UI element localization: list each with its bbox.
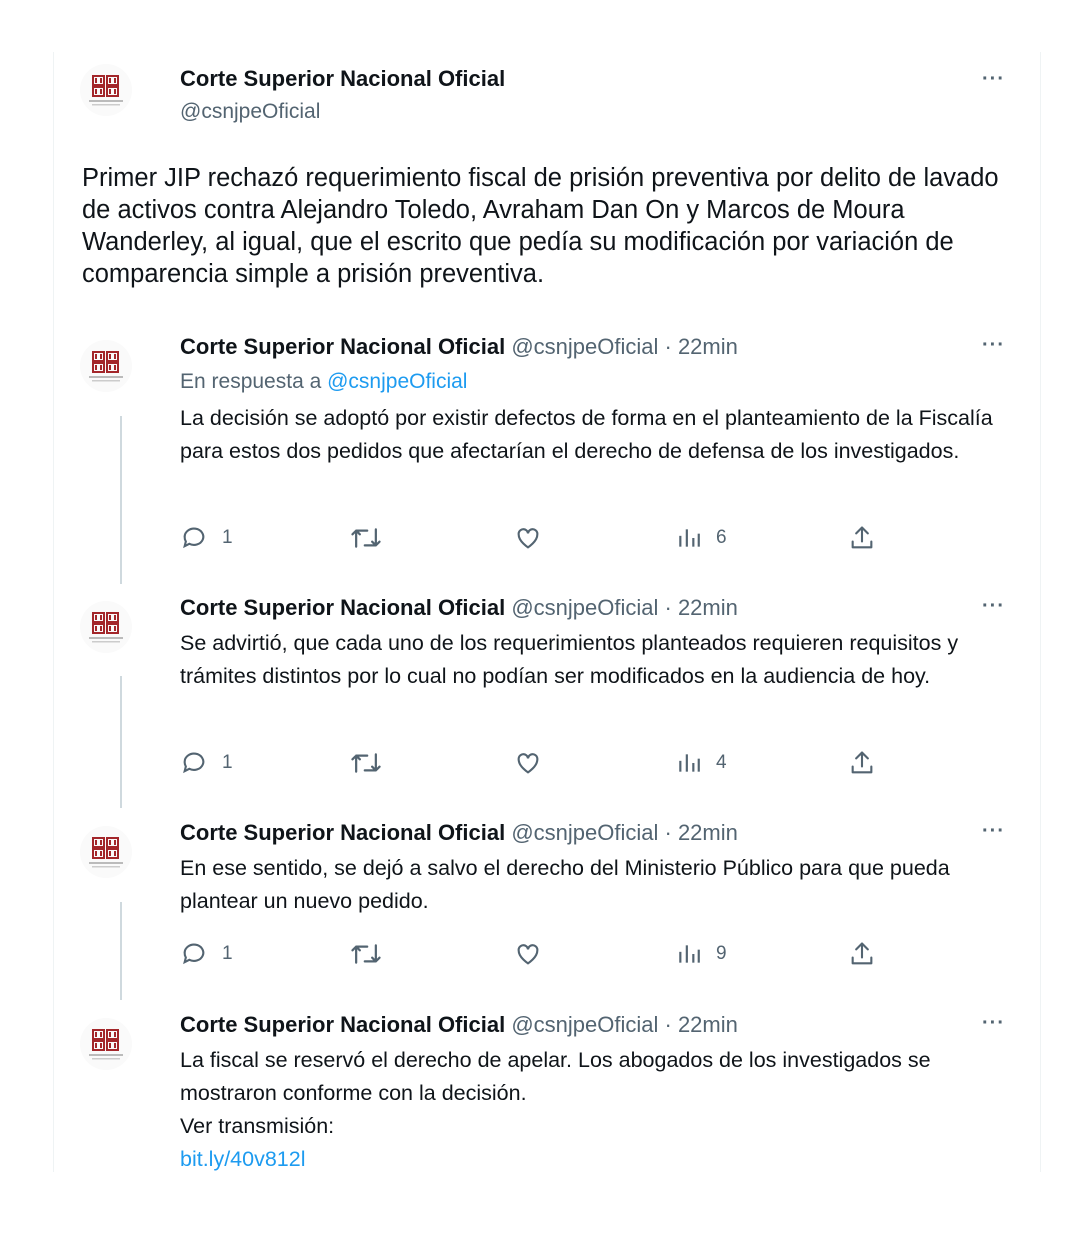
- court-logo-icon: [93, 352, 118, 372]
- more-icon[interactable]: ···: [982, 334, 1005, 356]
- action-bar: [180, 940, 900, 970]
- like-button[interactable]: [514, 524, 542, 552]
- avatar[interactable]: [80, 601, 132, 653]
- reply-count: 1: [222, 752, 233, 773]
- account-handle[interactable]: @csnjpeOficial: [511, 334, 659, 359]
- share-button[interactable]: [848, 940, 876, 968]
- account-handle[interactable]: @csnjpeOficial: [511, 595, 659, 620]
- views-button[interactable]: [676, 749, 727, 777]
- reply-icon: [180, 524, 208, 552]
- account-name[interactable]: Corte Superior Nacional Oficial: [180, 66, 506, 91]
- main-tweet-text: Primer JIP rechazó requerimiento fiscal de prisión preventiva por delito de lavado de activos contra Alejandro Toledo, Avraham Dan On y Marcos de Moura Wanderley, al igual, que el escrito que pedía su modificación por variación de comparencia simple a prisión preventiva.: [82, 164, 999, 288]
- reply-count: 1: [222, 943, 233, 964]
- thread-line: [120, 902, 122, 1000]
- replying-prefix: En respuesta a: [180, 370, 322, 393]
- replying-to-link[interactable]: @csnjpeOficial: [327, 370, 468, 393]
- account-handle[interactable]: @csnjpeOficial: [511, 1012, 659, 1037]
- retweet-button[interactable]: [350, 940, 382, 968]
- avatar[interactable]: [80, 340, 132, 392]
- views-button[interactable]: [676, 524, 727, 552]
- transmission-link[interactable]: bit.ly/40v812l: [180, 1147, 306, 1171]
- reply-text: En ese sentido, se dejó a salvo el derecho del Ministerio Público para que pueda plantear un nuevo pedido.: [180, 856, 950, 913]
- reply-header: [180, 334, 738, 360]
- more-icon[interactable]: ···: [982, 1012, 1005, 1034]
- account-name[interactable]: Corte Superior Nacional Oficial: [180, 334, 506, 359]
- views-icon: [676, 940, 702, 968]
- reply-header: [180, 820, 738, 846]
- timestamp[interactable]: · 22min: [664, 1012, 738, 1037]
- account-handle[interactable]: @csnjpeOficial: [180, 100, 321, 123]
- replying-to: [180, 370, 467, 394]
- more-icon[interactable]: ···: [982, 68, 1005, 90]
- heart-icon: [514, 940, 542, 968]
- reply-count: 1: [222, 527, 233, 548]
- heart-icon: [514, 524, 542, 552]
- heart-icon: [514, 749, 542, 777]
- timestamp[interactable]: · 22min: [664, 334, 738, 359]
- reply-button[interactable]: [180, 940, 233, 968]
- avatar[interactable]: [80, 64, 132, 116]
- reply-text: Se advirtió, que cada uno de los requerimientos planteados requieren requisitos y trámites distintos por lo cual no podían ser modificados en la audiencia de hoy.: [180, 631, 959, 688]
- account-handle[interactable]: @csnjpeOficial: [511, 820, 659, 845]
- views-button[interactable]: [676, 940, 727, 968]
- retweet-icon: [350, 749, 382, 777]
- thread-line: [120, 416, 122, 584]
- account-name[interactable]: Corte Superior Nacional Oficial: [180, 1012, 506, 1037]
- views-icon: [676, 524, 702, 552]
- reply-text: La decisión se adoptó por existir defectos de forma en el planteamiento de la Fiscalía para estos dos pedidos que afectarían el derecho de defensa de los investigados.: [180, 406, 993, 463]
- share-icon: [848, 524, 876, 552]
- reply-icon: [180, 940, 208, 968]
- main-tweet-header: [180, 66, 505, 124]
- like-button[interactable]: [514, 940, 542, 968]
- reply-header: [180, 1012, 738, 1038]
- share-icon: [848, 940, 876, 968]
- reply-button[interactable]: [180, 524, 233, 552]
- more-icon[interactable]: ···: [982, 595, 1005, 617]
- retweet-icon: [350, 524, 382, 552]
- reply-text-block: [180, 1044, 1015, 1176]
- account-name[interactable]: Corte Superior Nacional Oficial: [180, 820, 506, 845]
- court-logo-icon: [93, 76, 118, 96]
- share-button[interactable]: [848, 749, 876, 777]
- thread-line: [120, 676, 122, 808]
- court-logo-icon: [93, 613, 118, 633]
- reply-text: La fiscal se reservó el derecho de apelar. Los abogados de los investigados se mostraron conforme con la decisión.: [180, 1048, 931, 1105]
- reply-header: [180, 595, 738, 621]
- share-icon: [848, 749, 876, 777]
- court-logo-icon: [93, 1030, 118, 1050]
- action-bar: [180, 749, 900, 779]
- views-icon: [676, 749, 702, 777]
- views-count: 6: [716, 527, 727, 548]
- retweet-button[interactable]: [350, 524, 382, 552]
- action-bar: [180, 524, 900, 554]
- retweet-button[interactable]: [350, 749, 382, 777]
- court-logo-icon: [93, 838, 118, 858]
- reply-button[interactable]: [180, 749, 233, 777]
- avatar[interactable]: [80, 826, 132, 878]
- account-name[interactable]: Corte Superior Nacional Oficial: [180, 595, 506, 620]
- share-button[interactable]: [848, 524, 876, 552]
- timestamp[interactable]: · 22min: [664, 820, 738, 845]
- like-button[interactable]: [514, 749, 542, 777]
- reply-icon: [180, 749, 208, 777]
- views-count: 9: [716, 943, 727, 964]
- views-count: 4: [716, 752, 727, 773]
- more-icon[interactable]: ···: [982, 820, 1005, 842]
- reply-text-line: Ver transmisión:: [180, 1114, 335, 1138]
- retweet-icon: [350, 940, 382, 968]
- avatar[interactable]: [80, 1018, 132, 1070]
- timestamp[interactable]: · 22min: [664, 595, 738, 620]
